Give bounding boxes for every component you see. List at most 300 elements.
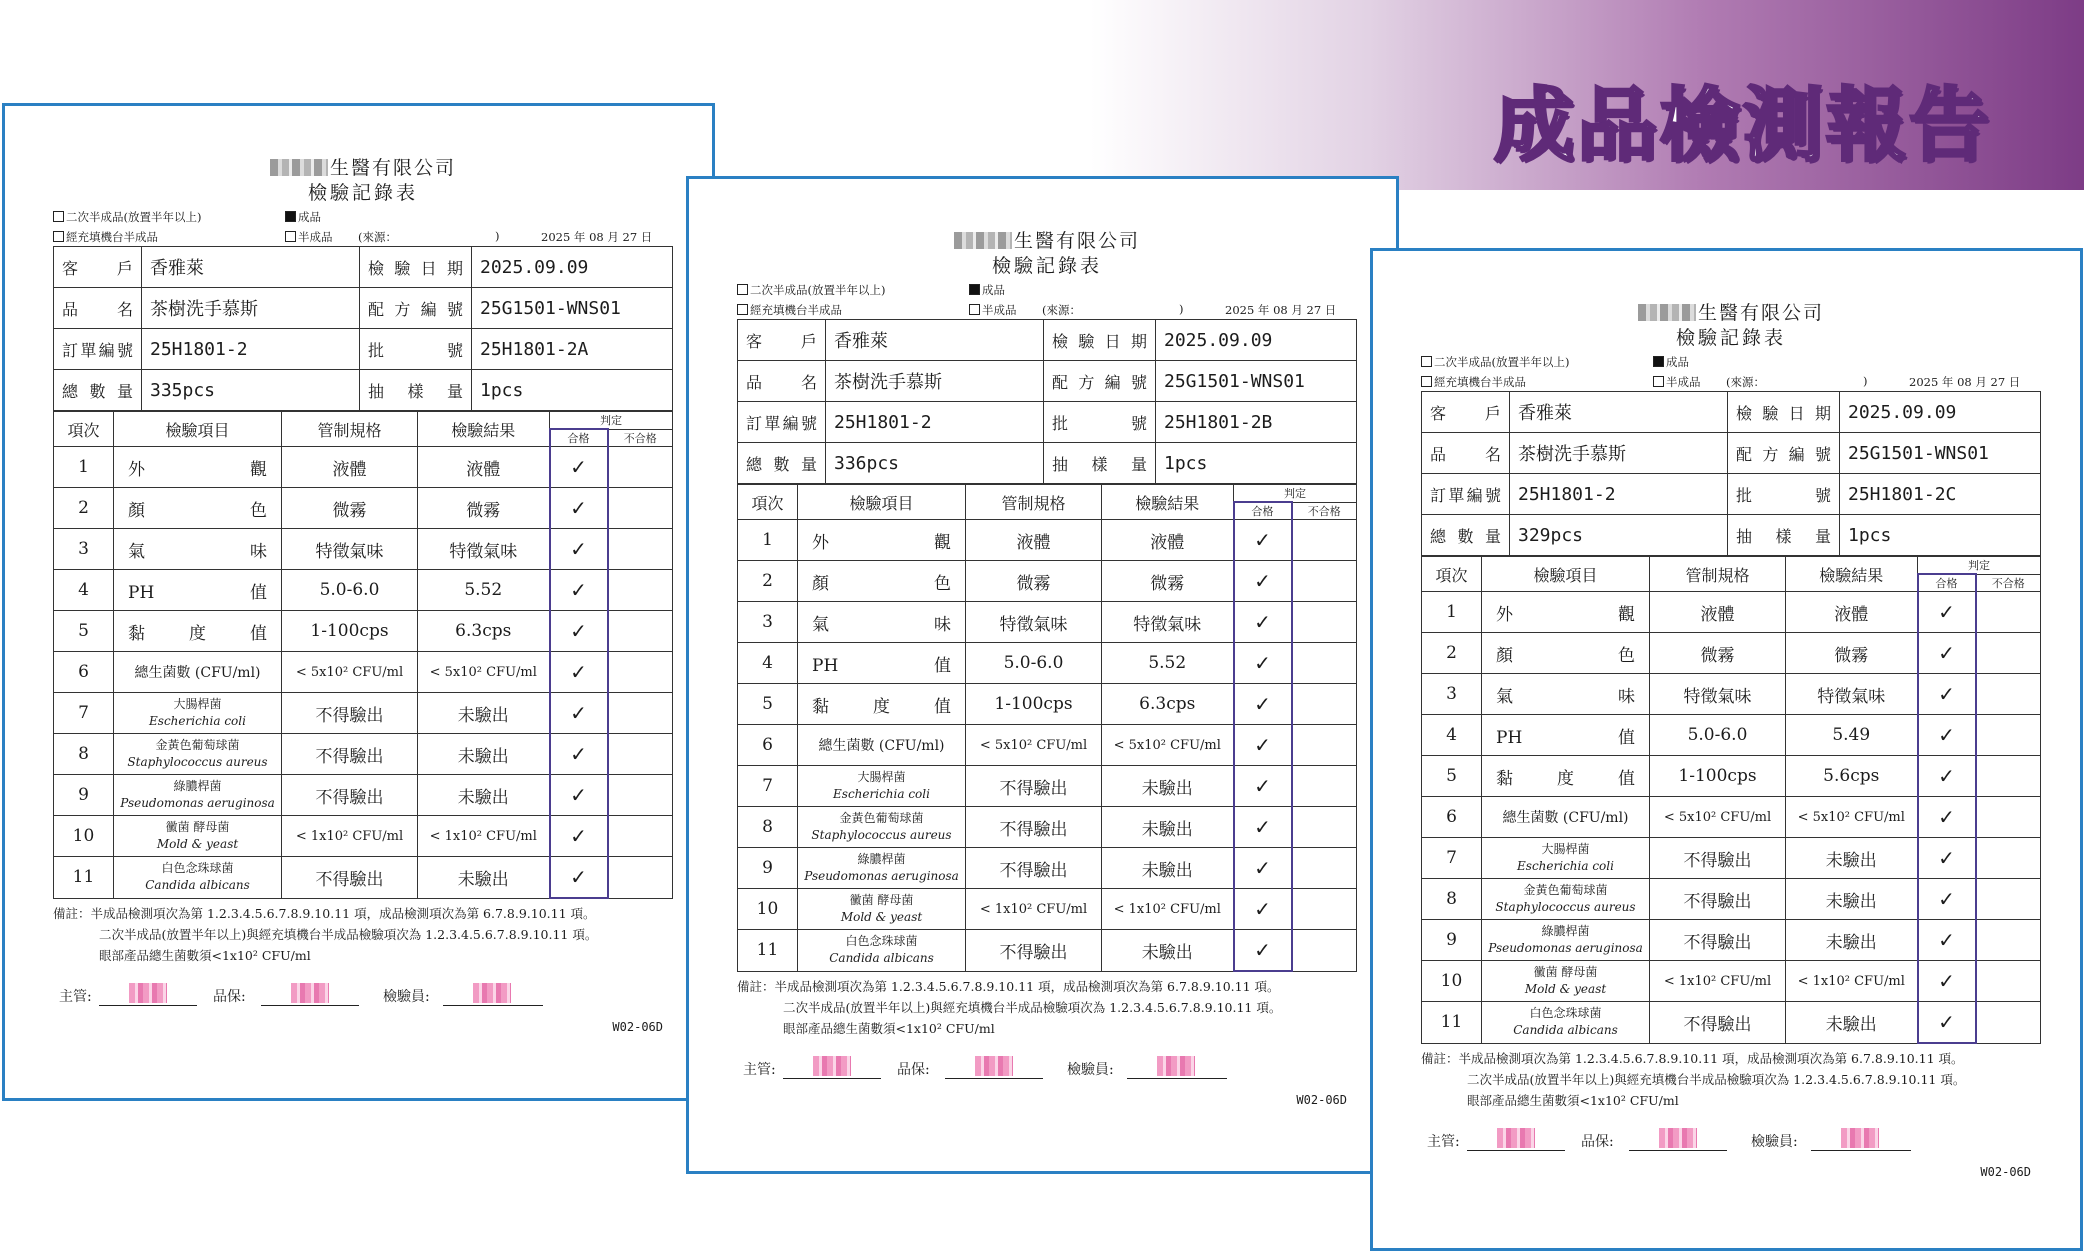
- pass-check-icon: ✓: [1918, 920, 1976, 961]
- test-result: < 5x10² CFU/ml: [1786, 797, 1918, 838]
- inspection-row: [54, 693, 673, 734]
- info-value: 25H1801-2: [142, 329, 360, 370]
- pass-check-icon: ✓: [1918, 879, 1976, 920]
- pass-check-icon: ✓: [1234, 848, 1292, 889]
- control-spec: 1-100cps: [1650, 756, 1786, 797]
- item-name: [1482, 920, 1650, 961]
- checkbox-row-2: 經充填機台半成品 半成品 (來源： ) 2025 年 08 月 27 日: [53, 226, 673, 246]
- fail-cell: [608, 775, 673, 816]
- item-name-latin: Pseudomonas aeruginosa: [120, 796, 275, 810]
- item-number: 4: [1422, 715, 1482, 756]
- item-number: 10: [738, 889, 798, 930]
- company-name: 生醫有限公司: [53, 156, 673, 180]
- static-text: 檢驗員:: [1751, 1134, 1798, 1150]
- static-text: 品保:: [213, 989, 246, 1005]
- inspection-items-table: [737, 484, 1357, 972]
- checkbox-finished-checked: [969, 284, 980, 295]
- item-name-latin: Staphylococcus aureus: [127, 755, 268, 769]
- pass-check-icon: ✓: [1918, 633, 1976, 674]
- column-header: 項次: [738, 485, 798, 520]
- info-value: 2025.09.09: [1156, 320, 1357, 361]
- control-spec: 不得驗出: [282, 734, 418, 775]
- inspection-row: [738, 643, 1357, 684]
- info-label: 客 戶: [1422, 392, 1510, 433]
- product-info-table: [1421, 391, 2041, 556]
- column-header: 項次: [54, 412, 114, 447]
- column-header: 管制規格: [282, 412, 418, 447]
- report-banner: [1090, 0, 2084, 190]
- item-number: 8: [738, 807, 798, 848]
- fail-cell: [1976, 920, 2041, 961]
- fail-cell: [608, 529, 673, 570]
- test-result: 未驗出: [1102, 848, 1234, 889]
- fail-cell: [1976, 797, 2041, 838]
- test-result: 未驗出: [418, 734, 550, 775]
- control-spec: < 5x10² CFU/ml: [966, 725, 1102, 766]
- column-header: 檢驗結果: [1102, 485, 1234, 520]
- test-result: 5.6cps: [1786, 756, 1918, 797]
- inspection-row: [738, 602, 1357, 643]
- static-text: 眼部產品總生菌數須<1x10² CFU/ml: [99, 948, 311, 963]
- qa-signature: [1629, 1126, 1727, 1151]
- fail-cell: [608, 693, 673, 734]
- pass-check-icon: ✓: [1234, 561, 1292, 602]
- test-result: 特徵氣味: [1102, 602, 1234, 643]
- item-number: 4: [738, 643, 798, 684]
- item-name-zh: 大腸桿菌: [1541, 842, 1590, 856]
- test-result: < 5x10² CFU/ml: [418, 652, 550, 693]
- info-label: 檢驗日期: [360, 247, 472, 288]
- item-number: 5: [1422, 756, 1482, 797]
- item-number: 5: [54, 611, 114, 652]
- company-name: 生醫有限公司: [1421, 301, 2041, 325]
- info-label: 配方編號: [1728, 433, 1840, 474]
- test-result: 微霧: [1102, 561, 1234, 602]
- control-spec: 液體: [1650, 592, 1786, 633]
- test-result: < 1x10² CFU/ml: [1102, 889, 1234, 930]
- item-name: [798, 848, 966, 889]
- test-result: 5.49: [1786, 715, 1918, 756]
- form-title: 檢驗記錄表: [991, 255, 1102, 277]
- inspection-row: [54, 611, 673, 652]
- redacted-company-prefix: [1638, 304, 1696, 321]
- test-result: 5.52: [418, 570, 550, 611]
- inspection-row: [738, 807, 1357, 848]
- fail-cell: [1292, 848, 1357, 889]
- control-spec: 液體: [966, 520, 1102, 561]
- inspection-row: [1422, 592, 2041, 633]
- control-spec: 特徵氣味: [1650, 674, 1786, 715]
- item-number: 8: [54, 734, 114, 775]
- sheet-document: [1421, 301, 2041, 1179]
- item-name: 黏 度 值: [1482, 756, 1650, 797]
- remarks: [53, 903, 673, 966]
- info-value: 2025.09.09: [472, 247, 673, 288]
- static-text: 備註：半成品檢測項次為第 1.2.3.4.5.6.7.8.9.10.11 項，成品檢測項次為第 6.7.8.9.10.11 項。: [53, 906, 596, 921]
- inspection-row: [54, 734, 673, 775]
- checkbox-secondary: [1421, 356, 1432, 367]
- info-value: 335pcs: [142, 370, 360, 411]
- inspection-row: [738, 520, 1357, 561]
- static-text: 二次半成品(放置半年以上)與經充填機台半成品檢驗項次為 1.2.3.4.5.6.7.8.9.10.11 項。: [783, 1000, 1282, 1015]
- signature-row: [737, 1053, 1357, 1083]
- control-spec: 微霧: [282, 488, 418, 529]
- control-spec: 不得驗出: [282, 775, 418, 816]
- static-text: 二次半成品(放置半年以上)與經充填機台半成品檢驗項次為 1.2.3.4.5.6.7.8.9.10.11 項。: [99, 927, 598, 942]
- control-spec: 1-100cps: [282, 611, 418, 652]
- info-value: 25H1801-2A: [472, 329, 673, 370]
- pass-check-icon: ✓: [550, 816, 608, 857]
- item-name-latin: Escherichia coli: [149, 714, 246, 728]
- form-date: 2025 年 08 月 27 日: [541, 230, 653, 244]
- redacted-company-prefix: [270, 159, 328, 176]
- item-number: 7: [738, 766, 798, 807]
- fail-cell: [1976, 838, 2041, 879]
- column-header: 管制規格: [1650, 557, 1786, 592]
- item-name: [114, 775, 282, 816]
- checkbox-secondary: [53, 211, 64, 222]
- test-result: 液體: [1786, 592, 1918, 633]
- item-name-zh: 黴菌 酵母菌: [165, 820, 230, 834]
- form-date: 2025 年 08 月 27 日: [1225, 303, 1337, 317]
- redacted-company-prefix: [954, 232, 1012, 249]
- static-text: 檢驗員:: [1067, 1062, 1114, 1078]
- item-number: 11: [1422, 1002, 1482, 1044]
- item-name: 氣 味: [114, 529, 282, 570]
- fail-cell: [1292, 807, 1357, 848]
- info-value: 25G1501-WNS01: [1840, 433, 2041, 474]
- test-result: 未驗出: [1786, 920, 1918, 961]
- test-result: 微霧: [1786, 633, 1918, 674]
- inspection-row: [54, 447, 673, 488]
- inspection-row: [54, 816, 673, 857]
- test-result: < 1x10² CFU/ml: [1786, 961, 1918, 1002]
- item-name: [798, 766, 966, 807]
- info-label: 抽 樣 量: [360, 370, 472, 411]
- inspection-row: [1422, 961, 2041, 1002]
- item-name-zh: 金黃色葡萄球菌: [839, 811, 924, 825]
- inspection-row: [1422, 920, 2041, 961]
- item-name-zh: 大腸桿菌: [173, 697, 222, 711]
- pass-check-icon: ✓: [550, 447, 608, 488]
- item-name: 外 觀: [798, 520, 966, 561]
- inspection-row: [738, 848, 1357, 889]
- fail-cell: [1292, 561, 1357, 602]
- supervisor-signature: [99, 981, 197, 1006]
- fail-cell: [608, 816, 673, 857]
- fail-cell: [1292, 725, 1357, 766]
- info-label: 檢驗日期: [1044, 320, 1156, 361]
- static-text: 眼部產品總生菌數須<1x10² CFU/ml: [783, 1021, 995, 1036]
- pass-check-icon: ✓: [1234, 807, 1292, 848]
- item-number: 9: [54, 775, 114, 816]
- control-spec: 不得驗出: [966, 848, 1102, 889]
- pass-check-icon: ✓: [1234, 766, 1292, 807]
- test-result: 5.52: [1102, 643, 1234, 684]
- item-name: 氣 味: [1482, 674, 1650, 715]
- control-spec: 特徵氣味: [282, 529, 418, 570]
- control-spec: 微霧: [1650, 633, 1786, 674]
- checkbox-filling: [1421, 376, 1432, 387]
- inspector-signature: [1811, 1126, 1911, 1151]
- supervisor-signature: [783, 1054, 881, 1079]
- item-name: [114, 816, 282, 857]
- pass-check-icon: ✓: [1234, 684, 1292, 725]
- fail-cell: [1976, 633, 2041, 674]
- info-label: 訂單編號: [1422, 474, 1510, 515]
- inspection-row: [54, 857, 673, 899]
- signature-row: [1421, 1125, 2041, 1155]
- item-number: 3: [1422, 674, 1482, 715]
- item-name: 氣 味: [798, 602, 966, 643]
- pass-check-icon: ✓: [1234, 520, 1292, 561]
- inspection-items-table: [53, 411, 673, 899]
- inspection-row: [1422, 715, 2041, 756]
- inspector-signature: [1127, 1054, 1227, 1079]
- column-header: 判定: [1918, 557, 2041, 575]
- item-name: [114, 857, 282, 899]
- test-result: 未驗出: [418, 857, 550, 899]
- fail-cell: [1976, 715, 2041, 756]
- info-value: 茶樹洗手慕斯: [826, 361, 1044, 402]
- column-header: 判定: [550, 412, 673, 430]
- inspection-sheet-b: [686, 176, 1399, 1174]
- item-name: [798, 807, 966, 848]
- fail-cell: [1976, 756, 2041, 797]
- inspection-row: [738, 766, 1357, 807]
- control-spec: 液體: [282, 447, 418, 488]
- form-date: 2025 年 08 月 27 日: [1909, 375, 2021, 389]
- item-number: 7: [54, 693, 114, 734]
- fail-cell: [1976, 879, 2041, 920]
- test-result: 未驗出: [1102, 930, 1234, 972]
- info-value: 25H1801-2B: [1156, 402, 1357, 443]
- item-name: [114, 734, 282, 775]
- item-name: [1482, 1002, 1650, 1044]
- item-name-zh: 白色念珠球菌: [845, 934, 918, 949]
- test-result: 特徵氣味: [1786, 674, 1918, 715]
- item-name: 顏 色: [1482, 633, 1650, 674]
- item-number: 10: [54, 816, 114, 857]
- static-text: 二次半成品(放置半年以上)與經充填機台半成品檢驗項次為 1.2.3.4.5.6.7.8.9.10.11 項。: [1467, 1072, 1966, 1087]
- info-value: 香雅萊: [826, 320, 1044, 361]
- item-name-zh: 黴菌 酵母菌: [1533, 965, 1598, 979]
- pass-check-icon: ✓: [550, 734, 608, 775]
- fail-cell: [608, 734, 673, 775]
- inspection-row: [738, 561, 1357, 602]
- inspection-row: [1422, 756, 2041, 797]
- test-result: 液體: [1102, 520, 1234, 561]
- fail-cell: [1976, 961, 2041, 1002]
- sheet-document: [737, 229, 1357, 1107]
- pass-check-icon: ✓: [1234, 930, 1292, 972]
- inspection-row: [1422, 797, 2041, 838]
- item-number: 9: [1422, 920, 1482, 961]
- static-text: 品保:: [897, 1062, 930, 1078]
- source-field: (來源：: [1726, 375, 1765, 389]
- checkbox-row-2: 經充填機台半成品 半成品 (來源： ) 2025 年 08 月 27 日: [737, 299, 1357, 319]
- item-number: 4: [54, 570, 114, 611]
- item-number: 2: [738, 561, 798, 602]
- column-header: 檢驗結果: [1786, 557, 1918, 592]
- control-spec: < 1x10² CFU/ml: [1650, 961, 1786, 1002]
- column-header: 不合格: [1976, 574, 2041, 592]
- item-number: 1: [54, 447, 114, 488]
- control-spec: 微霧: [966, 561, 1102, 602]
- static-text: 主管:: [1427, 1134, 1460, 1150]
- info-label: 總 數 量: [738, 443, 826, 484]
- item-number: 5: [738, 684, 798, 725]
- source-field: (來源：: [358, 230, 397, 244]
- test-result: 未驗出: [418, 693, 550, 734]
- control-spec: 不得驗出: [1650, 838, 1786, 879]
- inspection-row: [54, 488, 673, 529]
- static-text: 眼部產品總生菌數須<1x10² CFU/ml: [1467, 1093, 1679, 1108]
- info-label: 訂單編號: [54, 329, 142, 370]
- pass-check-icon: ✓: [550, 488, 608, 529]
- info-value: 1pcs: [472, 370, 673, 411]
- form-title: 檢驗記錄表: [1675, 327, 1786, 349]
- control-spec: 不得驗出: [282, 693, 418, 734]
- pass-check-icon: ✓: [1918, 715, 1976, 756]
- pass-check-icon: ✓: [550, 693, 608, 734]
- item-name-zh: 金黃色葡萄球菌: [1523, 883, 1608, 897]
- item-name-latin: Escherichia coli: [1517, 859, 1614, 873]
- info-value: 茶樹洗手慕斯: [142, 288, 360, 329]
- control-spec: 不得驗出: [966, 807, 1102, 848]
- signature-row: [53, 980, 673, 1010]
- control-spec: < 1x10² CFU/ml: [966, 889, 1102, 930]
- info-value: 336pcs: [826, 443, 1044, 484]
- item-number: 9: [738, 848, 798, 889]
- test-result: 未驗出: [1786, 1002, 1918, 1044]
- info-label: 配方編號: [1044, 361, 1156, 402]
- control-spec: 不得驗出: [1650, 1002, 1786, 1044]
- inspector-signature: [443, 981, 543, 1006]
- sheet-document: [53, 156, 673, 1034]
- item-name: 黏 度 值: [798, 684, 966, 725]
- fail-cell: [1292, 684, 1357, 725]
- item-name: 顏 色: [114, 488, 282, 529]
- pass-check-icon: ✓: [1918, 797, 1976, 838]
- control-spec: 不得驗出: [282, 857, 418, 899]
- checkbox-row-2: 經充填機台半成品 半成品 (來源： ) 2025 年 08 月 27 日: [1421, 371, 2041, 391]
- item-number: 11: [738, 930, 798, 972]
- static-text: 主管:: [59, 989, 92, 1005]
- control-spec: 5.0-6.0: [282, 570, 418, 611]
- item-name-latin: Pseudomonas aeruginosa: [804, 869, 959, 883]
- item-name: 總生菌數 (CFU/ml): [114, 652, 282, 693]
- item-number: 2: [1422, 633, 1482, 674]
- inspection-sheet-c: [1370, 248, 2083, 1251]
- inspection-sheet-a: [2, 103, 715, 1101]
- inspection-row: [54, 529, 673, 570]
- item-name: [1482, 961, 1650, 1002]
- info-value: 1pcs: [1840, 515, 2041, 556]
- info-value: 25H1801-2C: [1840, 474, 2041, 515]
- info-value: 25G1501-WNS01: [472, 288, 673, 329]
- inspection-row: [738, 889, 1357, 930]
- item-name: 總生菌數 (CFU/ml): [798, 725, 966, 766]
- pass-check-icon: ✓: [550, 775, 608, 816]
- inspection-row: [1422, 879, 2041, 920]
- remarks: [737, 976, 1357, 1039]
- column-header: 判定: [1234, 485, 1357, 503]
- item-number: 2: [54, 488, 114, 529]
- column-header: 不合格: [1292, 502, 1357, 520]
- checkbox-finished-checked: [1653, 356, 1664, 367]
- item-name-latin: Candida albicans: [145, 878, 250, 893]
- item-name-latin: Candida albicans: [1513, 1023, 1618, 1038]
- pass-check-icon: ✓: [550, 857, 608, 899]
- inspection-row: [54, 570, 673, 611]
- item-name-zh: 綠膿桿菌: [1541, 924, 1590, 938]
- fail-cell: [1292, 602, 1357, 643]
- item-name-latin: Mold & yeast: [156, 837, 239, 851]
- pass-check-icon: ✓: [1234, 725, 1292, 766]
- info-value: 25G1501-WNS01: [1156, 361, 1357, 402]
- test-result: < 5x10² CFU/ml: [1102, 725, 1234, 766]
- item-number: 6: [1422, 797, 1482, 838]
- inspection-row: [1422, 633, 2041, 674]
- pass-check-icon: ✓: [1918, 756, 1976, 797]
- info-value: 25H1801-2: [1510, 474, 1728, 515]
- column-header: 檢驗項目: [1482, 557, 1650, 592]
- info-label: 品 名: [1422, 433, 1510, 474]
- source-field: (來源：: [1042, 303, 1081, 317]
- checkbox-row-1: 二次半成品(放置半年以上) 成品: [1421, 351, 2041, 371]
- info-label: 抽 樣 量: [1044, 443, 1156, 484]
- item-name: 總生菌數 (CFU/ml): [1482, 797, 1650, 838]
- pass-check-icon: ✓: [550, 529, 608, 570]
- checkbox-secondary: [737, 284, 748, 295]
- fail-cell: [608, 488, 673, 529]
- item-name: PH 值: [1482, 715, 1650, 756]
- supervisor-signature: [1467, 1126, 1565, 1151]
- item-number: 6: [54, 652, 114, 693]
- control-spec: 5.0-6.0: [1650, 715, 1786, 756]
- info-label: 總 數 量: [54, 370, 142, 411]
- info-label: 配方編號: [360, 288, 472, 329]
- pass-check-icon: ✓: [550, 611, 608, 652]
- info-label: 訂單編號: [738, 402, 826, 443]
- item-number: 3: [54, 529, 114, 570]
- test-result: 未驗出: [1786, 838, 1918, 879]
- test-result: 特徵氣味: [418, 529, 550, 570]
- fail-cell: [1292, 643, 1357, 684]
- checkbox-filling: [53, 231, 64, 242]
- checkbox-semi: [1653, 376, 1664, 387]
- item-number: 8: [1422, 879, 1482, 920]
- banner-title: 成品檢測報告: [1494, 79, 1992, 172]
- inspection-row: [738, 930, 1357, 972]
- pass-check-icon: ✓: [550, 570, 608, 611]
- item-name: PH 值: [798, 643, 966, 684]
- item-name-zh: 金黃色葡萄球菌: [155, 738, 240, 752]
- pass-check-icon: ✓: [1918, 1002, 1976, 1044]
- pass-check-icon: ✓: [1918, 838, 1976, 879]
- test-result: < 1x10² CFU/ml: [418, 816, 550, 857]
- column-header: 檢驗結果: [418, 412, 550, 447]
- static-text: 品保:: [1581, 1134, 1614, 1150]
- control-spec: < 5x10² CFU/ml: [282, 652, 418, 693]
- form-code: W02-06D: [1980, 1165, 2031, 1179]
- checkbox-filling: [737, 304, 748, 315]
- item-name-zh: 白色念珠球菌: [161, 861, 234, 876]
- item-name: 外 觀: [114, 447, 282, 488]
- info-value: 茶樹洗手慕斯: [1510, 433, 1728, 474]
- inspection-items-table: [1421, 556, 2041, 1044]
